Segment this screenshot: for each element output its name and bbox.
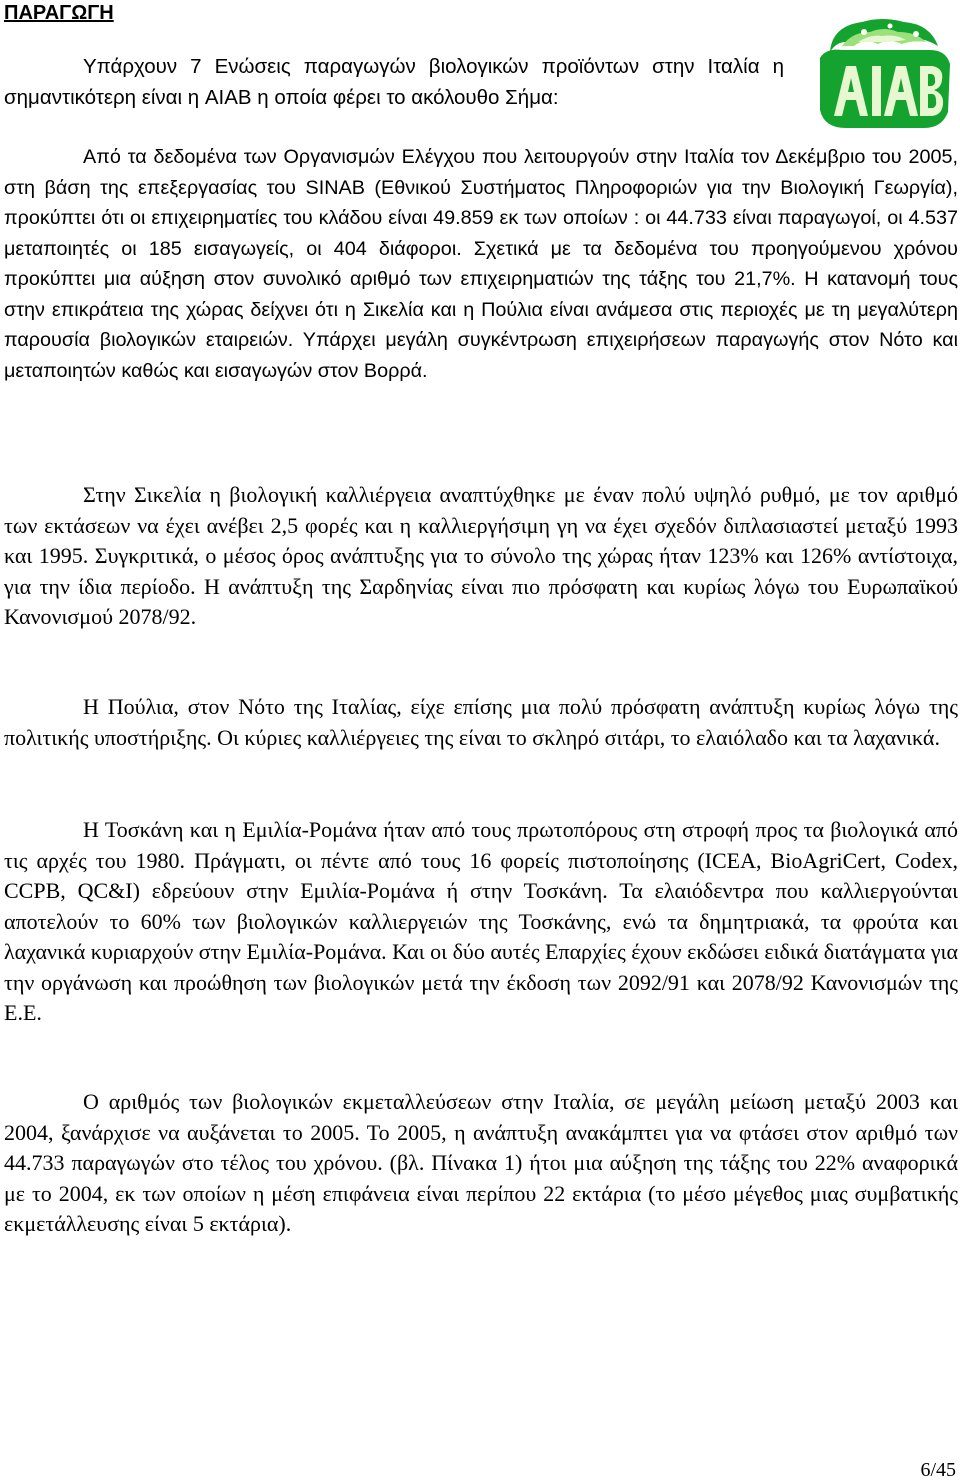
toscana-paragraph: Η Τοσκάνη και η Εμιλία-Ρομάνα ήταν από τους πρωτοπόρους στη στροφή προς τα βιολογικά από τις αρχές του 1980. Πράγματι, οι πέντε από τους 16 φορείς πιστοποίησης (ICEA, BioAgriCert, Codex, CCPB, QC&I) εδρεύουν στην Εμιλία-Ρομάνα ή στην Τοσκάνη. Τα ελαιόδεντρα που καλλιεργούνται αποτελούν το 60% των βιολογικών καλλιεργειών της Τοσκάνης, ενώ τα δημητριακά, τα φρούτα και λαχανικά κυριαρχούν στην Εμιλία-Ρομάνα. Και οι δύο αυτές Επαρχίες έχουν εκδώσει ειδικά διατάγματα για την οργάνωση και προώθηση των βιολογικών μετά την έκδοση των 2092/91 και 2078/92 Κανονισμών της Ε.Ε. (4, 817, 958, 1025)
sicily-paragraph: Στην Σικελία η βιολογική καλλιέργεια αναπτύχθηκε με έναν πολύ υψηλό ρυθμό, με τον αριθμό των εκτάσεων να έχει ανέβει 2,5 φορές και η καλλιεργήσιμη γη να έχει σχεδόν διπλασιαστεί μεταξύ 1993 και 1995. Συγκριτικά, ο μέσος όρος ανάπτυξης για το σύνολο της χώρας ήταν 123% και 126% αντίστοιχα, για την ίδια περίοδο. Η ανάπτυξη της Σαρδηνίας είναι πιο πρόσφατη και κυρίως λόγω του Ευρωπαϊκού Κανονισμού 2078/92. (4, 482, 958, 629)
section-heading: ΠΑΡΑΓΩΓΗ (4, 2, 114, 24)
AIAB-logo-graphic (812, 12, 956, 136)
page-number: 6/45 (920, 1459, 956, 1481)
intro-paragraph: Υπάρχουν 7 Ενώσεις παραγωγών βιολογικών προϊόντων στην Ιταλία η σημαντικότερη είναι η AIAB η οποία φέρει το ακόλουθο Σήμα: (4, 55, 784, 109)
AIAB-logo (812, 12, 956, 136)
producers-data-paragraph: Από τα δεδομένα των Οργανισμών Ελέγχου που λειτουργούν στην Ιταλία τον Δεκέμβριο του 2005, στη βάση της επεξεργασίας του SINAB (Εθνικού Συστήματος Πληροφοριών για την Βιολογική Γεωργία), προκύπτει ότι οι επιχειρηματίες του κλάδου είναι 49.859 εκ των οποίων : οι 44.733 είναι παραγωγοί, οι 4.537 μεταποιητές οι 185 εισαγωγείς, οι 404 διάφοροι. Σχετικά με τα δεδομένα του προηγούμενου χρόνου προκύπτει μια αύξηση στον συνολικό αριθμό των επιχειρηματιών της τάξης του 21,7%. Η κατανομή τους στην επικράτεια της χώρας δείχνει ότι η Σικελία και η Πούλια είναι ανάμεσα στις περιοχές με τη μεγαλύτερη παρουσία βιολογικών εταιρειών. Υπάρχει μεγάλη συγκέντρωση επιχειρήσεων παραγωγής στον Νότο και μεταποιητών καθώς και εισαγωγών στον Βορρά. (4, 146, 958, 382)
farms-paragraph: Ο αριθμός των βιολογικών εκμεταλλεύσεων στην Ιταλία, σε μεγάλη μείωση μεταξύ 2003 και 2004, ξανάρχισε να αυξάνεται το 2005. Το 2005, η ανάπτυξη ανακάμπτει για να φτάσει στον αριθμό των 44.733 παραγωγών στο τέλος του χρόνου. (βλ. Πίνακα 1) ήτοι μια αύξηση της τάξης του 22% αναφορικά με το 2004, εκ των οποίων η μέση επιφάνεια είναι περίπου 22 εκτάρια (το μέσο μέγεθος μιας συμβατικής εκμετάλλευσης είναι 5 εκτάρια). (4, 1089, 958, 1236)
puglia-paragraph: Η Πούλια, στον Νότο της Ιταλίας, είχε επίσης μια πολύ πρόσφατη ανάπτυξη κυρίως λόγω της πολιτικής υποστήριξης. Οι κύριες καλλιέργειες της είναι το σκληρό σιτάρι, το ελαιόλαδο και τα λαχανικά. (4, 694, 958, 750)
